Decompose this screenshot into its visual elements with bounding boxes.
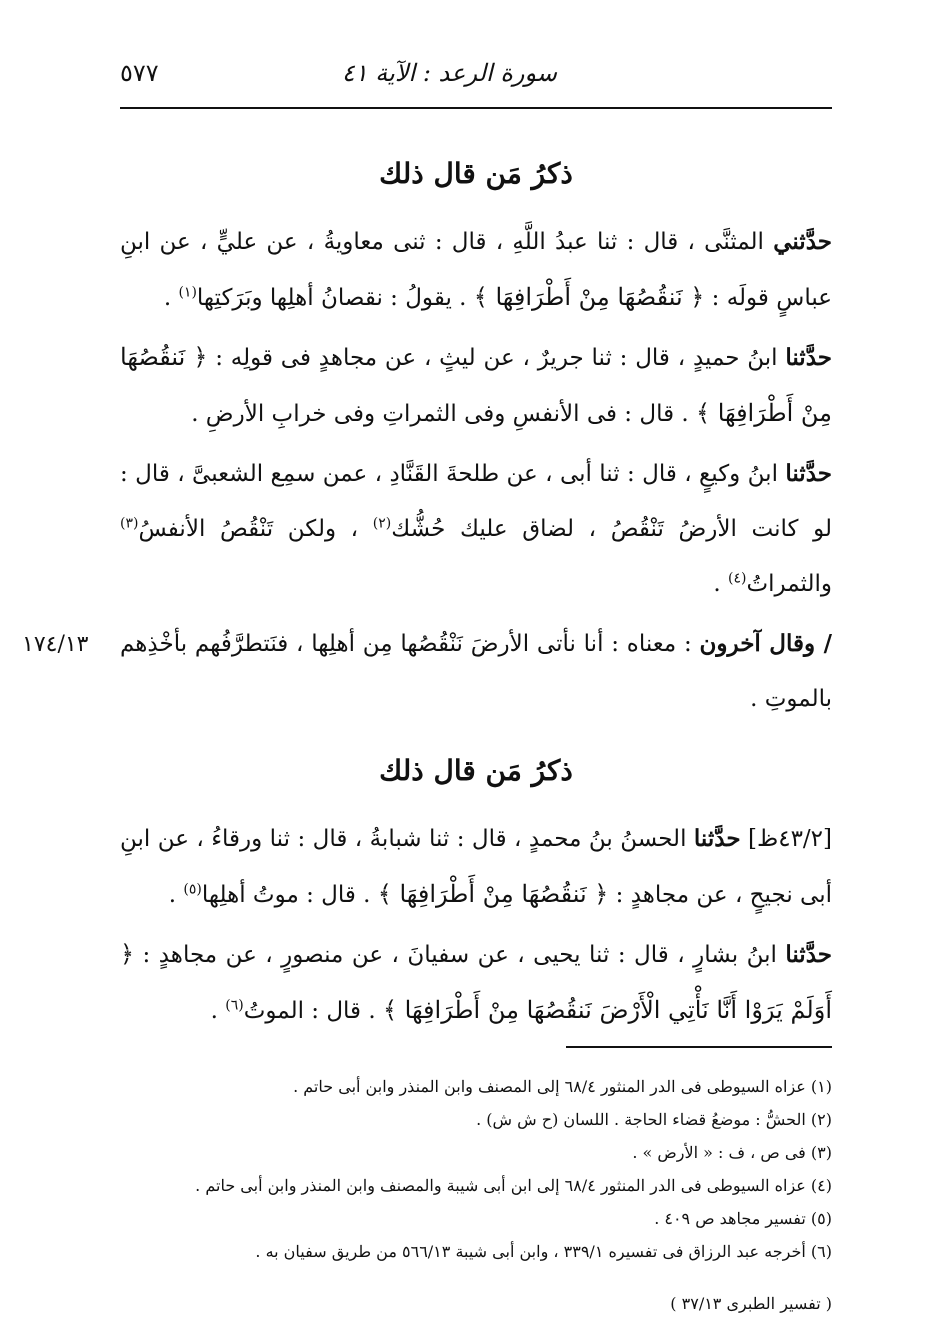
narration-text: . قال : موتُ أهلِها	[201, 882, 378, 908]
narration-end: .	[713, 571, 729, 597]
narration-text: الحسنُ بنُ محمدٍ ، قال : ثنا شبابةُ ، قال : ثنا ورقاءُ ، عن ابنِ أبى نجيحٍ ، عن مجاهدٍ :	[120, 826, 832, 908]
footnote-marker[interactable]: (١)	[178, 284, 197, 301]
narration-text: ابنُ وكيعٍ ، قال : ثنا أبى ، عن طلحةَ القَنَّادِ ، عمن سمِع الشعبىَّ ، قال : لو كانت الأرضُ تَنْقُصُ ، لضاق عليك حُشُّك	[120, 461, 832, 542]
narration-text: المثنَّى ، قال : ثنا عبدُ اللَّهِ ، قال : ثنى معاويةُ ، عن عليٍّ ، عن ابنِ عباسٍ قولَه :	[120, 229, 832, 311]
margin-reference: ١٧٤/١٣	[22, 632, 89, 657]
footnote: (٥) تفسير مجاهد ص ٤٠٩ .	[654, 1209, 832, 1228]
narration-lead: / وقال آخرون	[699, 630, 833, 657]
narration-6	[120, 927, 832, 1039]
narration-text: : معناه : أنا نأتى الأرضَ نَنْقُصُها مِن أهلِها ، فنَتطرَّفُهم بأخْذِهم بالموتِ .	[120, 631, 832, 712]
narration-5	[120, 811, 832, 923]
footnote-marker[interactable]: (٥)	[183, 881, 202, 898]
narration-text: والثمراتُ	[746, 571, 832, 597]
narration-4	[120, 616, 832, 727]
narration-2	[120, 330, 832, 442]
footnote-marker[interactable]: (٣)	[120, 515, 139, 532]
page-number: ٥٧٧	[120, 59, 159, 87]
narration-text: . يقولُ : نقصانُ أهلِها وبَرَكتِها	[196, 285, 474, 311]
narration-lead: حدَّثنا	[785, 941, 832, 968]
quran-quote: ﴿ نَنقُصُهَا مِنْ أَطْرَافِهَا ﴾	[377, 880, 609, 908]
footnote-marker[interactable]: (٢)	[372, 515, 392, 532]
manuscript-ref: [٤٣/٢ظ]	[747, 826, 833, 852]
footer-reference: ( تفسير الطبرى ٣٧/١٣ )	[670, 1294, 832, 1313]
footnote-marker[interactable]: (٦)	[225, 997, 244, 1014]
narration-lead: حدَّثنا	[785, 344, 832, 371]
narration-text: ابنُ بشارٍ ، قال : ثنا يحيى ، عن سفيانَ ، عن منصورٍ ، عن مجاهدٍ :	[134, 942, 786, 968]
header-rule	[120, 107, 832, 109]
footnote-rule	[566, 1046, 832, 1048]
main-text	[120, 150, 832, 1043]
footnote: (٣) فى ص ، ف : « الأرض » .	[632, 1143, 832, 1162]
quran-quote: ﴿ أَوَلَمْ يَرَوْا أَنَّا نَأْتِي الْأَرْضَ نَنقُصُهَا مِنْ أَطْرَافِهَا ﴾	[120, 940, 832, 1024]
narration-1	[120, 214, 832, 326]
narration-end: .	[210, 998, 226, 1024]
quran-quote: ﴿ نَنقُصُهَا مِنْ أَطْرَافِهَا ﴾	[473, 283, 705, 311]
narration-lead: حدَّثنا	[693, 825, 741, 852]
running-header	[120, 55, 832, 99]
footnote: (٢) الحشُّ : موضعُ قضاء الحاجة . اللسان (ح ش ش) .	[476, 1110, 832, 1129]
footnote: (١) عزاه السيوطى فى الدر المنثور ٦٨/٤ إلى المصنف وابن المنذر وابن أبى حاتم .	[293, 1077, 832, 1096]
footnote: (٤) عزاه السيوطى فى الدر المنثور ٦٨/٤ إلى ابن أبى شيبة والمصنف وابن المنذر وابن أبى حاتم .	[195, 1176, 832, 1195]
narration-text: . قال : فى الأنفسِ وفى الثمراتِ وفى خرابِ الأرضِ .	[191, 401, 697, 427]
narration-end: .	[163, 285, 179, 311]
footnote-marker[interactable]: (٤)	[728, 570, 747, 587]
narration-end: .	[168, 882, 184, 908]
section-heading: ذكرُ مَن قال ذلك	[379, 754, 573, 787]
narration-text: ابنُ حميدٍ ، قال : ثنا جريرٌ ، عن ليثٍ ، عن مجاهدٍ فى قولِه :	[207, 345, 786, 371]
section-heading: ذكرُ مَن قال ذلك	[379, 157, 573, 190]
surah-verse-title: سورة الرعد : الآية ٤١	[341, 59, 557, 87]
narration-lead: حدَّثنا	[785, 460, 832, 487]
quran-quote: ﴿ نَنقُصُهَا مِنْ أَطْرَافِهَا ﴾	[120, 343, 832, 427]
narration-text: . قال : الموتُ	[243, 998, 383, 1024]
footnotes	[120, 1070, 832, 1268]
narration-text: ، ولكن تَنْقُصُ الأنفسُ	[138, 516, 373, 542]
narration-lead: حدَّثني	[773, 228, 832, 255]
footnote: (٦) أخرجه عبد الرزاق فى تفسيره ٣٣٩/١ ، وابن أبى شيبة ٥٦٦/١٣ من طريق سفيان به .	[255, 1242, 832, 1261]
narration-3	[120, 446, 832, 612]
